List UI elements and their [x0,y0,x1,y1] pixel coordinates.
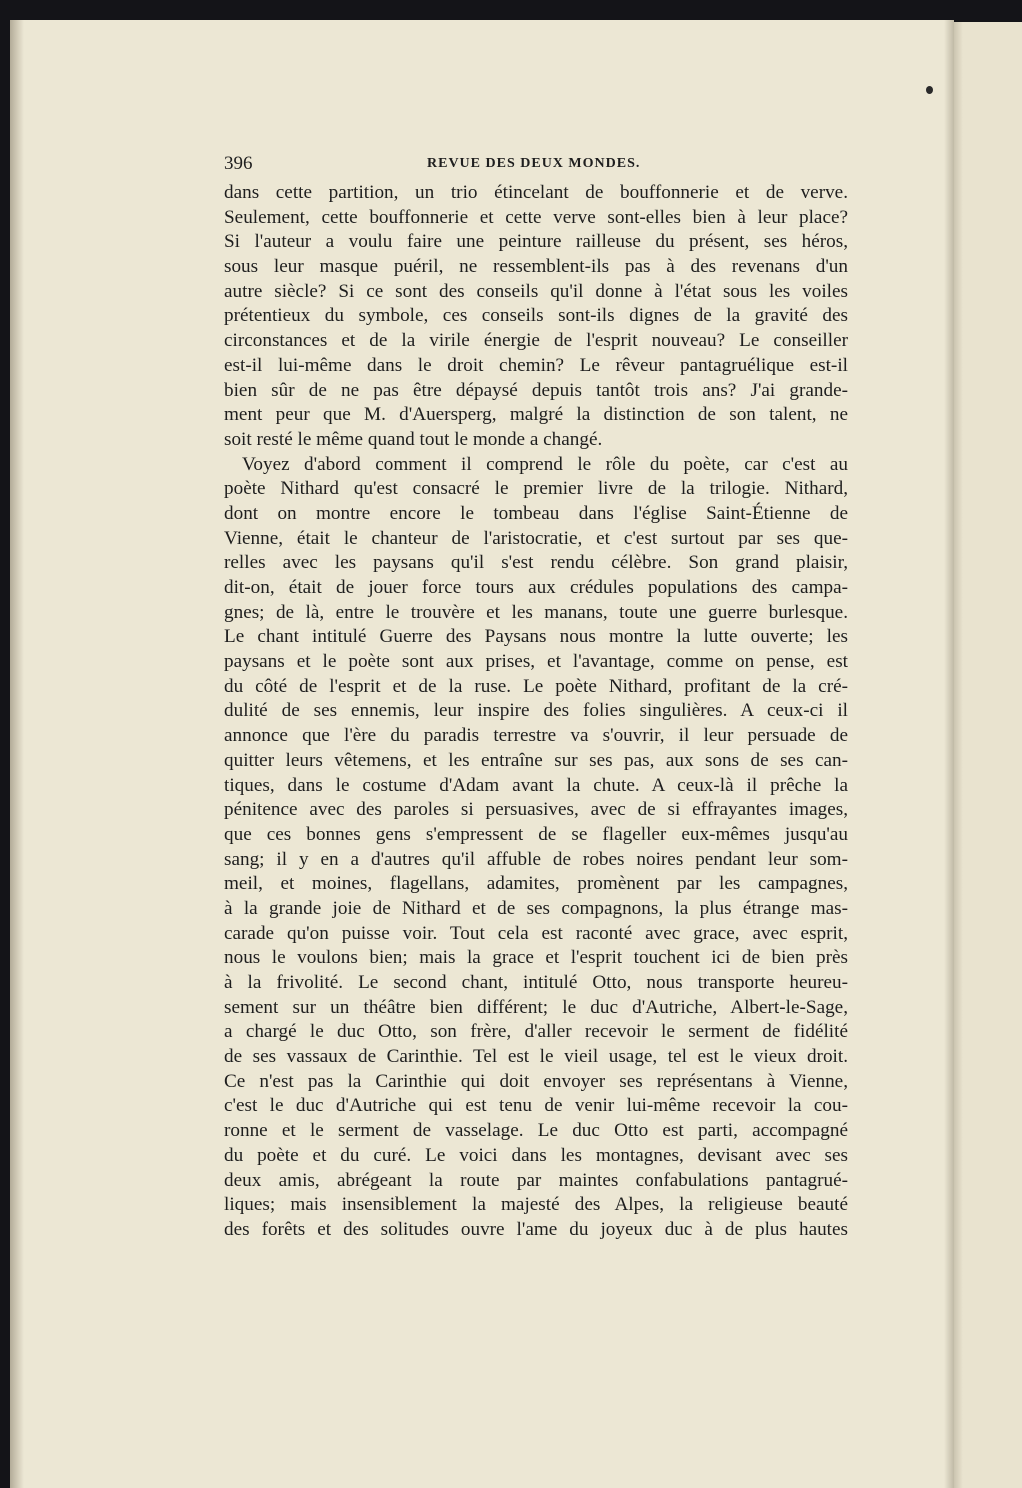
text-line: des forêts et des solitudes ouvre l'ame du joyeux duc à de plus hautes [224,1218,848,1240]
text-line: deux amis, abrégeant la route par maintes confabulations pantagrué- [224,1169,848,1191]
text-line: Le chant intitulé Guerre des Paysans nous montre la lutte ouverte; les [224,626,848,648]
text-line: quitter leurs vêtemens, et les entraîne sur ses pas, aux sons de ses can- [224,749,848,771]
page-number: 396 [224,153,253,174]
text-line: que ces bonnes gens s'empressent de se flageller eux-mêmes jusqu'au [224,823,848,845]
text-line: dans cette partition, un trio étincelant de bouffonnerie et de verve. [224,182,848,203]
next-page-edge [950,22,1022,1488]
text-line: carade qu'on puisse voir. Tout cela est raconté avec grace, avec esprit, [224,922,848,944]
text-line: pénitence avec des paroles si persuasives, avec de si effrayantes images, [224,799,848,821]
text-line: prétentieux du symbole, ces conseils sont-ils dignes de la gravité des [224,305,848,327]
text-line: du côté de l'esprit et de la ruse. Le poète Nithard, profitant de la cré- [224,675,848,697]
page-header [224,153,852,177]
text-line: liques; mais insensiblement la majesté des Alpes, la religieuse beauté [224,1194,848,1216]
text-line: autre siècle? Si ce sont des conseils qu'il donne à l'état sous les voiles [224,280,848,302]
text-line: poète Nithard qu'est consacré le premier livre de la trilogie. Nithard, [224,478,848,500]
text-line: dont on montre encore le tombeau dans l'église Saint-Étienne de [224,502,848,524]
text-line: c'est le duc d'Autriche qui est tenu de venir lui-même recevoir la cou- [224,1095,848,1117]
text-line: de ses vassaux de Carinthie. Tel est le vieil usage, tel est le vieux droit. [224,1046,848,1068]
text-line: du poète et du curé. Le voici dans les montagnes, devisant avec ses [224,1144,848,1166]
text-line: à la frivolité. Le second chant, intitulé Otto, nous transporte heureu- [224,972,848,993]
text-line: dulité de ses ennemis, leur inspire des folies singulières. A ceux-ci il [224,700,848,722]
text-line: Seulement, cette bouffonnerie et cette verve sont-elles bien à leur place? [224,206,848,228]
text-line: tiques, dans le costume d'Adam avant la chute. A ceux-là il prêche la [224,774,848,796]
text-line: est-il lui-même dans le droit chemin? Le rêveur pantagruélique est-il [224,354,848,376]
text-line: a chargé le duc Otto, son frère, d'aller recevoir le serment de fidélité [224,1021,848,1043]
text-line: bien sûr de ne pas être dépaysé depuis tantôt trois ans? J'ai grande- [224,379,848,401]
text-line: relles avec les paysans qu'il s'est rendu célèbre. Son grand plaisir, [224,552,848,574]
text-line: ment peur que M. d'Auersperg, malgré la distinction de son talent, ne [224,404,848,426]
text-line: sous leur masque puéril, ne ressemblent-ils pas à des revenans d'un [224,256,848,278]
text-line: Ce n'est pas la Carinthie qui doit envoyer ses représentans à Vienne, [224,1070,848,1092]
text-line: nous le voulons bien; mais la grace et l'esprit touchent ici de bien près [224,947,848,969]
text-line: Vienne, était le chanteur de l'aristocratie, et c'est surtout par ses que- [224,527,848,549]
text-line: Voyez d'abord comment il comprend le rôle du poète, car c'est au [242,453,848,475]
text-line: sement sur un théâtre bien différent; le duc d'Autriche, Albert-le-Sage, [224,996,848,1018]
text-line: sang; il y en a d'autres qu'il affuble de robes noires pendant leur som- [224,848,848,870]
text-line: annonce que l'ère du paradis terrestre va s'ouvrir, il leur persuade de [224,725,848,747]
text-line: circonstances et de la virile énergie de l'esprit nouveau? Le conseiller [224,330,848,352]
text-line: dit-on, était de jouer force tours aux crédules populations des campa- [224,577,848,598]
text-line: ronne et le serment de vasselage. Le duc Otto est parti, accompagné [224,1120,848,1142]
running-title: REVUE DES DEUX MONDES. [427,156,641,171]
text-line: soit resté le même quand tout le monde a changé. [224,428,603,450]
body-text [224,181,848,1243]
text-line: gnes; de là, entre le trouvère et les manans, toute une guerre burlesque. [224,601,848,623]
text-line: à la grande joie de Nithard et de ses compagnons, la plus étrange mas- [224,897,848,919]
ink-spot [926,86,933,94]
text-line: Si l'auteur a voulu faire une peinture railleuse du présent, ses héros, [224,231,848,253]
text-line: meil, et moines, flagellans, adamites, promènent par les campagnes, [224,873,848,895]
text-line: paysans et le poète sont aux prises, et l'avantage, comme on pense, est [224,651,848,673]
